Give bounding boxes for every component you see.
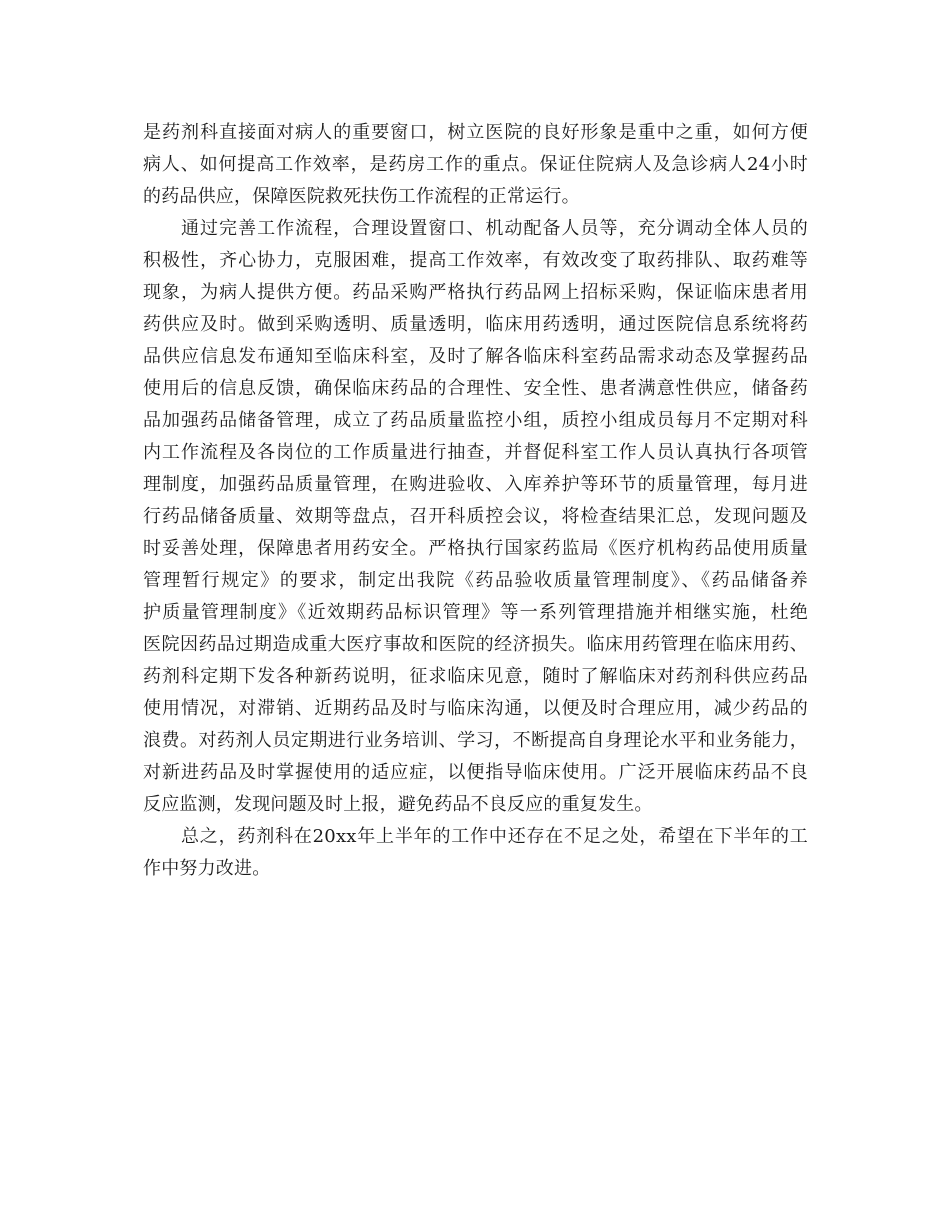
text-line: 总之，药剂科在20xx年上半年的工作中还存在不足之处，希望在下半年的工	[181, 826, 808, 847]
text-line: 药供应及时。做到采购透明、质量透明，临床用药透明，通过医院信息系统将药	[143, 314, 808, 335]
text-line: 使用后的信息反馈，确保临床药品的合理性、安全性、患者满意性供应，储备药	[143, 378, 808, 399]
text-line: 的药品供应，保障医院救死扶伤工作流程的正常运行。	[143, 186, 580, 207]
text-line: 通过完善工作流程，合理设置窗口、机动配备人员等，充分调动全体人员的	[181, 218, 808, 239]
text-line: 现象，为病人提供方便。药品采购严格执行药品网上招标采购，保证临床患者用	[143, 282, 808, 303]
text-line: 品供应信息发布通知至临床科室，及时了解各临床科室药品需求动态及掌握药品	[143, 346, 808, 367]
text-line: 护质量管理制度》《近效期药品标识管理》等一系列管理措施并相继实施，杜绝	[143, 602, 808, 623]
text-line: 使用情况，对滞销、近期药品及时与临床沟通，以便及时合理应用，减少药品的	[143, 698, 808, 719]
text-line: 反应监测，发现问题及时上报，避免药品不良反应的重复发生。	[143, 794, 653, 815]
text-line: 是药剂科直接面对病人的重要窗口，树立医院的良好形象是重中之重，如何方便	[143, 122, 808, 143]
text-line: 积极性，齐心协力，克服困难，提高工作效率，有效改变了取药排队、取药难等	[143, 250, 808, 271]
text-line: 对新进药品及时掌握使用的适应症，以便指导临床使用。广泛开展临床药品不良	[143, 762, 808, 783]
text-line: 理制度，加强药品质量管理，在购进验收、入库养护等环节的质量管理，每月进	[143, 474, 808, 495]
paragraph-1	[143, 117, 808, 213]
text-line: 病人、如何提高工作效率，是药房工作的重点。保证住院病人及急诊病人24小时	[143, 154, 808, 175]
text-line: 管理暂行规定》的要求，制定出我院《药品验收质量管理制度》、《药品储备养	[143, 570, 808, 591]
text-line: 行药品储备质量、效期等盘点，召开科质控会议，将检查结果汇总，发现问题及	[143, 506, 808, 527]
paragraph-3	[143, 821, 808, 885]
text-line: 内工作流程及各岗位的工作质量进行抽查，并督促科室工作人员认真执行各项管	[143, 442, 808, 463]
document-body	[143, 117, 808, 885]
text-line: 浪费。对药剂人员定期进行业务培训、学习，不断提高自身理论水平和业务能力，	[143, 730, 808, 751]
paragraph-2	[143, 213, 808, 821]
text-line: 品加强药品储备管理，成立了药品质量监控小组，质控小组成员每月不定期对科	[143, 410, 808, 431]
text-line: 作中努力改进。	[143, 858, 271, 879]
text-line: 医院因药品过期造成重大医疗事故和医院的经济损失。临床用药管理在临床用药、	[143, 634, 808, 655]
text-line: 时妥善处理，保障患者用药安全。严格执行国家药监局《医疗机构药品使用质量	[143, 538, 808, 559]
text-line: 药剂科定期下发各种新药说明，征求临床见意，随时了解临床对药剂科供应药品	[143, 666, 808, 687]
